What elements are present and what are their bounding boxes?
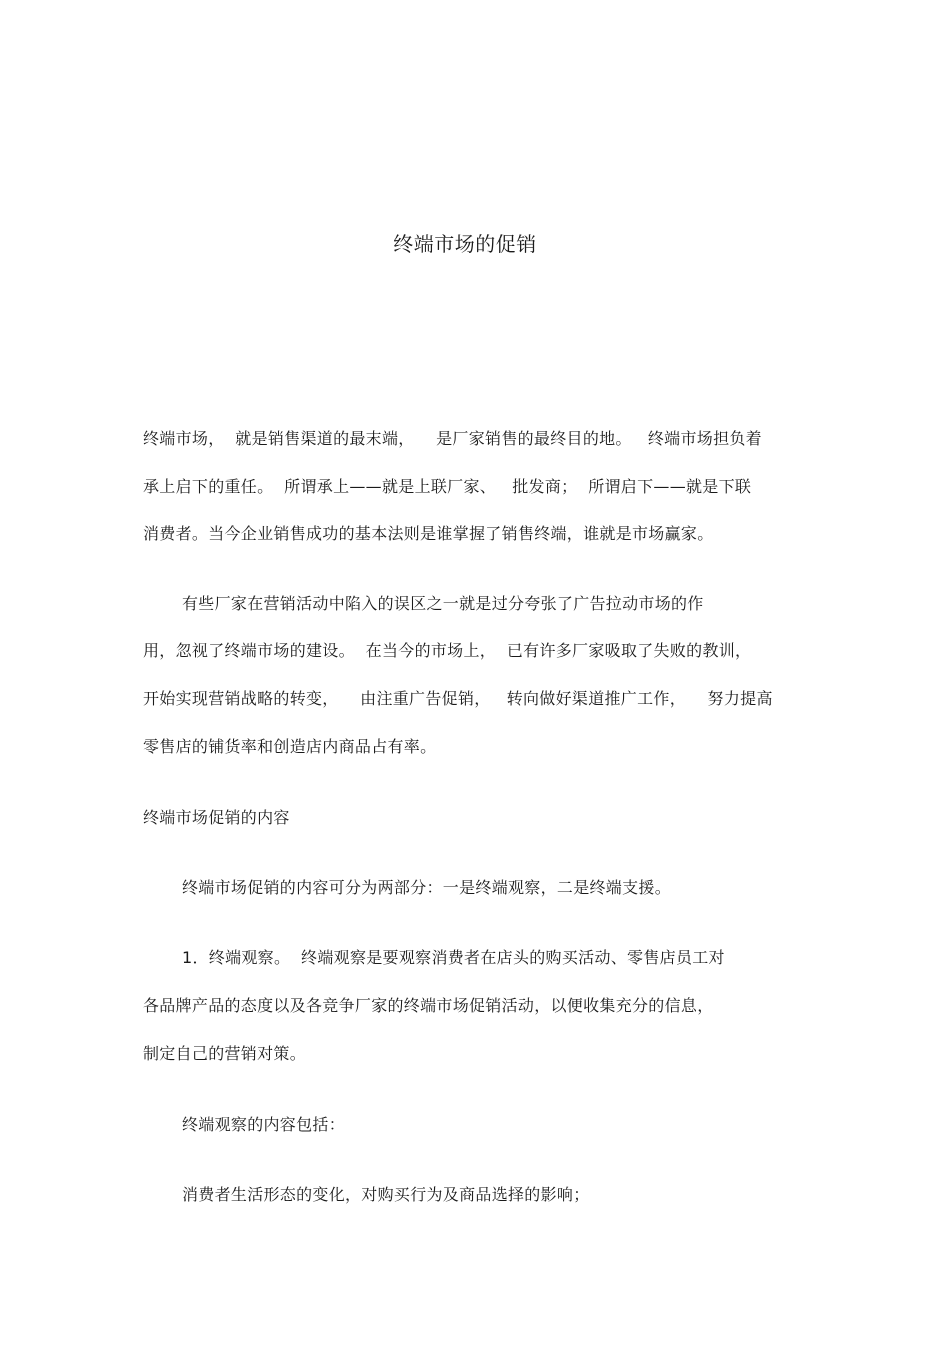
paragraph-4-line-3: 制定自己的营销对策。	[143, 1044, 307, 1063]
paragraph-2-line-2: 用，忽视了终端市场的建设。 在当今的市场上， 已有许多厂家吸取了失败的教训，	[143, 641, 752, 660]
section-heading: 终端市场促销的内容	[143, 808, 290, 827]
paragraph-2-line-4: 零售店的铺货率和创造店内商品占有率。	[143, 737, 437, 756]
paragraph-1-line-3: 消费者。当今企业销售成功的基本法则是谁掌握了销售终端，谁就是市场赢家。	[143, 524, 714, 543]
paragraph-6: 消费者生活形态的变化，对购买行为及商品选择的影响；	[182, 1185, 590, 1204]
paragraph-1-line-1: 终端市场， 就是销售渠道的最末端， 是厂家销售的最终目的地。 终端市场担负着	[143, 429, 762, 448]
paragraph-4-line-1: 1．终端观察。 终端观察是要观察消费者在店头的购买活动、零售店员工对	[182, 948, 725, 967]
paragraph-1-line-2: 承上启下的重任。 所谓承上——就是上联厂家、 批发商； 所谓启下——就是下联	[143, 477, 752, 496]
document-title: 终端市场的促销	[393, 232, 537, 256]
paragraph-4-line-2: 各品牌产品的态度以及各竞争厂家的终端市场促销活动，以便收集充分的信息，	[143, 996, 714, 1015]
paragraph-3: 终端市场促销的内容可分为两部分：一是终端观察，二是终端支援。	[182, 878, 672, 897]
paragraph-2-line-3: 开始实现营销战略的转变， 由注重广告促销， 转向做好渠道推广工作， 努力提高	[143, 689, 773, 708]
paragraph-2-line-1: 有些厂家在营销活动中陷入的误区之一就是过分夸张了广告拉动市场的作	[182, 594, 704, 613]
paragraph-5: 终端观察的内容包括：	[182, 1115, 346, 1134]
